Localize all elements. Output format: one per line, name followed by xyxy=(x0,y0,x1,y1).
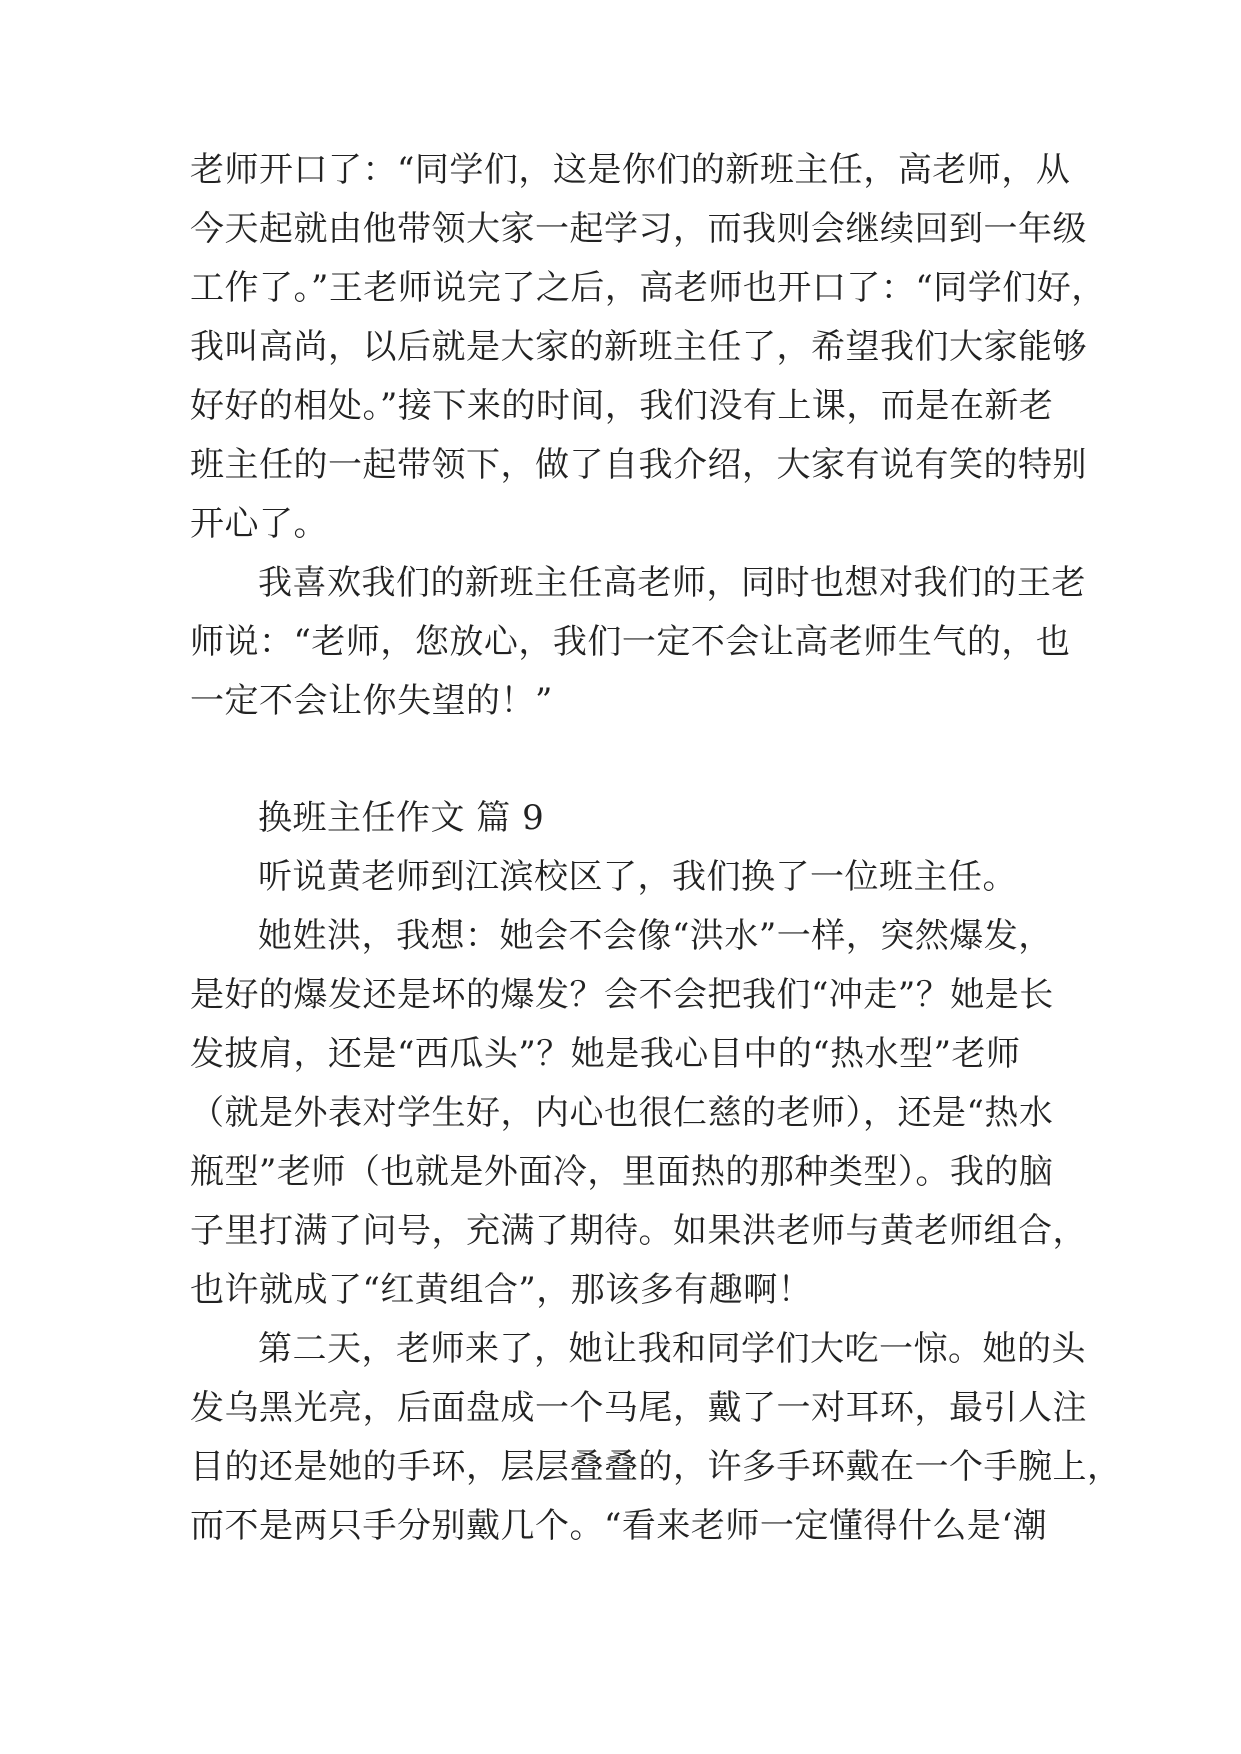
text-line: 发披肩，还是“西瓜头”？她是我心目中的“热水型”老师 xyxy=(190,1034,1021,1074)
text-line: 我喜欢我们的新班主任高老师，同时也想对我们的王老 xyxy=(258,563,1086,603)
text-line: 一定不会让你失望的！” xyxy=(190,681,553,721)
text-line: 老师开口了：“同学们，这是你们的新班主任，高老师，从 xyxy=(190,150,1071,190)
text-line: 好好的相处。”接下来的时间，我们没有上课，而是在新老 xyxy=(190,386,1054,426)
text-line: 工作了。”王老师说完了之后，高老师也开口了：“同学们好， xyxy=(190,268,1106,308)
text-line: 第二天，老师来了，她让我和同学们大吃一惊。她的头 xyxy=(258,1329,1086,1369)
text-line: 我叫高尚，以后就是大家的新班主任了，希望我们大家能够 xyxy=(190,327,1087,367)
text-line: 目的还是她的手环，层层叠叠的，许多手环戴在一个手腕上， xyxy=(190,1447,1122,1487)
text-line: 师说：“老师，您放心，我们一定不会让高老师生气的，也 xyxy=(190,622,1071,662)
text-line: 而不是两只手分别戴几个。“看来老师一定懂得什么是‘潮 xyxy=(190,1506,1048,1546)
text-line: 子里打满了问号，充满了期待。如果洪老师与黄老师组合， xyxy=(190,1211,1087,1251)
text-line: 是好的爆发还是坏的爆发？会不会把我们“冲走”？她是长 xyxy=(190,975,1054,1015)
section-heading: 换班主任作文 篇 9 xyxy=(258,798,545,838)
text-line: 今天起就由他带领大家一起学习，而我则会继续回到一年级 xyxy=(190,209,1087,249)
text-line: （就是外表对学生好，内心也很仁慈的老师），还是“热水 xyxy=(190,1093,1054,1133)
text-line: 听说黄老师到江滨校区了，我们换了一位班主任。 xyxy=(258,857,1017,897)
text-line: 她姓洪，我想：她会不会像“洪水”一样，突然爆发， xyxy=(258,916,1053,956)
text-line: 瓶型”老师（也就是外面冷，里面热的那种类型）。我的脑 xyxy=(190,1152,1054,1192)
text-line: 也许就成了“红黄组合”，那该多有趣啊！ xyxy=(190,1270,813,1310)
text-line: 发乌黑光亮，后面盘成一个马尾，戴了一对耳环，最引人注 xyxy=(190,1388,1087,1428)
text-line: 班主任的一起带领下，做了自我介绍，大家有说有笑的特别 xyxy=(190,445,1087,485)
text-line: 开心了。 xyxy=(190,504,328,544)
